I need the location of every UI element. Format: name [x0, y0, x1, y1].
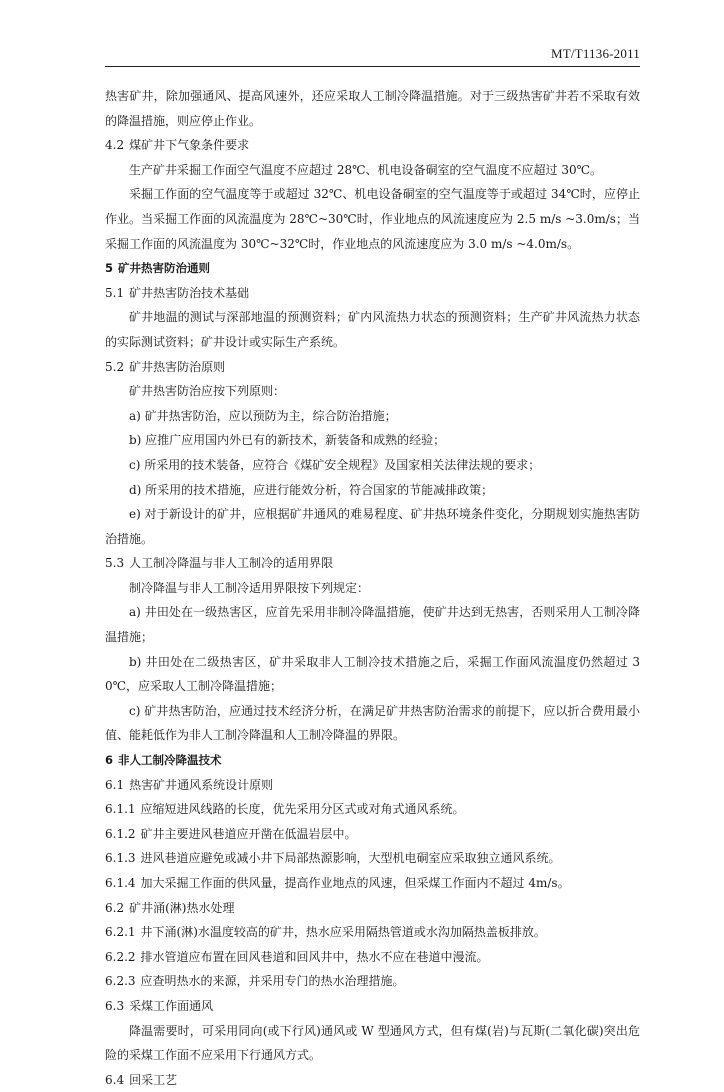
- document-body: [105, 84, 640, 1092]
- section-title: 矿井热害防治通则: [118, 261, 211, 276]
- body-paragraph: a) 矿井热害防治，应以预防为主，综合防治措施；: [129, 408, 397, 423]
- body-paragraph: a) 井田处在一级热害区，应首先采用非制冷降温措施，使矿井达到无热害，否则采用人工制冷降温措施；: [105, 605, 640, 645]
- body-paragraph: 采掘工作面的空气温度等于或超过 32℃、机电设备硐室的空气温度等于或超过 34℃时，应停止作业。当采掘工作面的风流温度为 28℃~30℃时，作业地点的风流速度应为 2.5 m/s ~3.0m/s；当采掘工作面的风流温度为 30℃~32℃时，作业地点的风流速度应为 3.0 m/s ~4.0m/s。: [105, 187, 640, 251]
- subsection-heading: [105, 994, 640, 1019]
- section-number: 5.1: [105, 285, 125, 300]
- subsection-heading: [105, 920, 640, 945]
- section-number: 6.1: [105, 777, 125, 792]
- subsection-heading: [105, 969, 640, 994]
- section-title: 煤矿井下气象条件要求: [129, 138, 250, 153]
- body-paragraph: c) 矿井热害防治，应通过技术经济分析，在满足矿井热害防治需求的前提下，应以折合费用最小值、能耗低作为非人工制冷降温和人工制冷降温的界限。: [105, 703, 640, 743]
- subsection-heading: [105, 551, 640, 576]
- subsection-heading: [105, 1068, 640, 1092]
- body-paragraph: e) 对于新设计的矿井，应根据矿井通风的难易程度、矿井热环境条件变化，分期规划实施热害防治措施。: [105, 507, 640, 546]
- body-paragraph: c) 所采用的技术装备，应符合《煤矿安全规程》及国家相关法律法规的要求；: [129, 457, 541, 472]
- section-number: 6.2.2: [105, 949, 136, 964]
- section-title: 热害矿井通风系统设计原则: [129, 777, 274, 792]
- section-number: 6.2.3: [105, 974, 136, 989]
- section-number: 5.3: [105, 556, 125, 571]
- subsection-heading: [105, 133, 640, 158]
- section-title: 人工制冷降温与非人工制冷的适用界限: [129, 556, 334, 571]
- section-title: 应查明热水的来源，并采用专门的热水治理措施。: [140, 974, 405, 989]
- section-number: 4.2: [105, 138, 125, 153]
- subsection-heading: [105, 773, 640, 798]
- subsection-heading: [105, 896, 640, 921]
- subsection-heading: [105, 822, 640, 847]
- body-paragraph: b) 应推广应用国内外已有的新技术，新装备和成熟的经验；: [129, 433, 446, 448]
- section-title: 应缩短进风线路的长度，优先采用分区式或对角式通风系统。: [140, 802, 465, 817]
- subsection-heading: [105, 281, 640, 306]
- standard-code: MT/T1136-2011: [550, 46, 640, 61]
- section-number: 5.2: [105, 359, 125, 374]
- body-paragraph: d) 所采用的技术措施，应进行能效分析，符合国家的节能减排政策；: [129, 482, 494, 497]
- body-paragraph: b) 井田处在二级热害区，矿井采取非人工制冷技术措施之后，采掘工作面风流温度仍然超过 30℃，应采取人工制冷降温措施；: [105, 654, 640, 694]
- section-title: 进风巷道应避免或减小井下局部热源影响，大型机电硐室应采取独立通风系统。: [140, 851, 561, 866]
- section-number: 6.2.1: [105, 925, 136, 940]
- section-heading: [105, 256, 640, 281]
- section-title: 回采工艺: [129, 1072, 178, 1087]
- section-number: 6.1.1: [105, 802, 136, 817]
- section-number: 6.4: [105, 1072, 125, 1087]
- section-title: 排水管道应布置在回风巷道和回风井中，热水不应在巷道中漫流。: [140, 949, 489, 964]
- subsection-heading: [105, 797, 640, 822]
- section-title: 非人工制冷降温技术: [118, 753, 222, 768]
- section-title: 矿井涌(淋)热水处理: [129, 900, 235, 915]
- subsection-heading: [105, 355, 640, 380]
- section-title: 加大采掘工作面的供风量，提高作业地点的风速，但采煤工作面内不超过 4m/s。: [140, 876, 570, 890]
- header-rule: [105, 66, 640, 67]
- subsection-heading: [105, 945, 640, 970]
- section-number: 6: [105, 753, 114, 768]
- section-number: 6.1.3: [105, 851, 136, 866]
- subsection-heading: [105, 871, 640, 896]
- body-paragraph: 降温需要时，可采用同向(或下行风)通风或 W 型通风方式，但有煤(岩)与瓦斯(二氧化碳)突出危险的采煤工作面不应采用下行通风方式。: [105, 1023, 640, 1063]
- body-paragraph: 热害矿井，除加强通风、提高风速外，还应采取人工制冷降温措施。对于三级热害矿井若不采取有效的降温措施，则应停止作业。: [105, 89, 640, 128]
- section-title: 矿井热害防治原则: [129, 359, 226, 374]
- subsection-heading: [105, 846, 640, 871]
- section-number: 6.3: [105, 998, 125, 1013]
- body-paragraph: 矿井热害防治应按下列原则：: [129, 384, 286, 399]
- section-number: 6.1.4: [105, 876, 136, 890]
- body-paragraph: 矿井地温的测试与深部地温的预测资料；矿内风流热力状态的预测资料；生产矿井风流热力状态的实际测试资料；矿井设计或实际生产系统。: [105, 310, 640, 349]
- section-title: 矿井主要进风巷道应开凿在低温岩层中。: [140, 826, 357, 841]
- body-paragraph: 制冷降温与非人工制冷适用界限按下列规定：: [129, 580, 370, 595]
- section-heading: [105, 748, 640, 773]
- body-paragraph: 生产矿井采掘工作面空气温度不应超过 28℃、机电设备硐室的空气温度不应超过 30℃。: [129, 162, 603, 177]
- section-title: 矿井热害防治技术基础: [129, 285, 250, 300]
- section-title: 采煤工作面通风: [129, 998, 214, 1013]
- section-number: 6.1.2: [105, 826, 136, 841]
- section-number: 5: [105, 261, 114, 276]
- section-title: 井下涌(淋)水温度较高的矿井，热水应采用隔热管道或水沟加隔热盖板排放。: [140, 925, 546, 940]
- section-number: 6.2: [105, 900, 125, 915]
